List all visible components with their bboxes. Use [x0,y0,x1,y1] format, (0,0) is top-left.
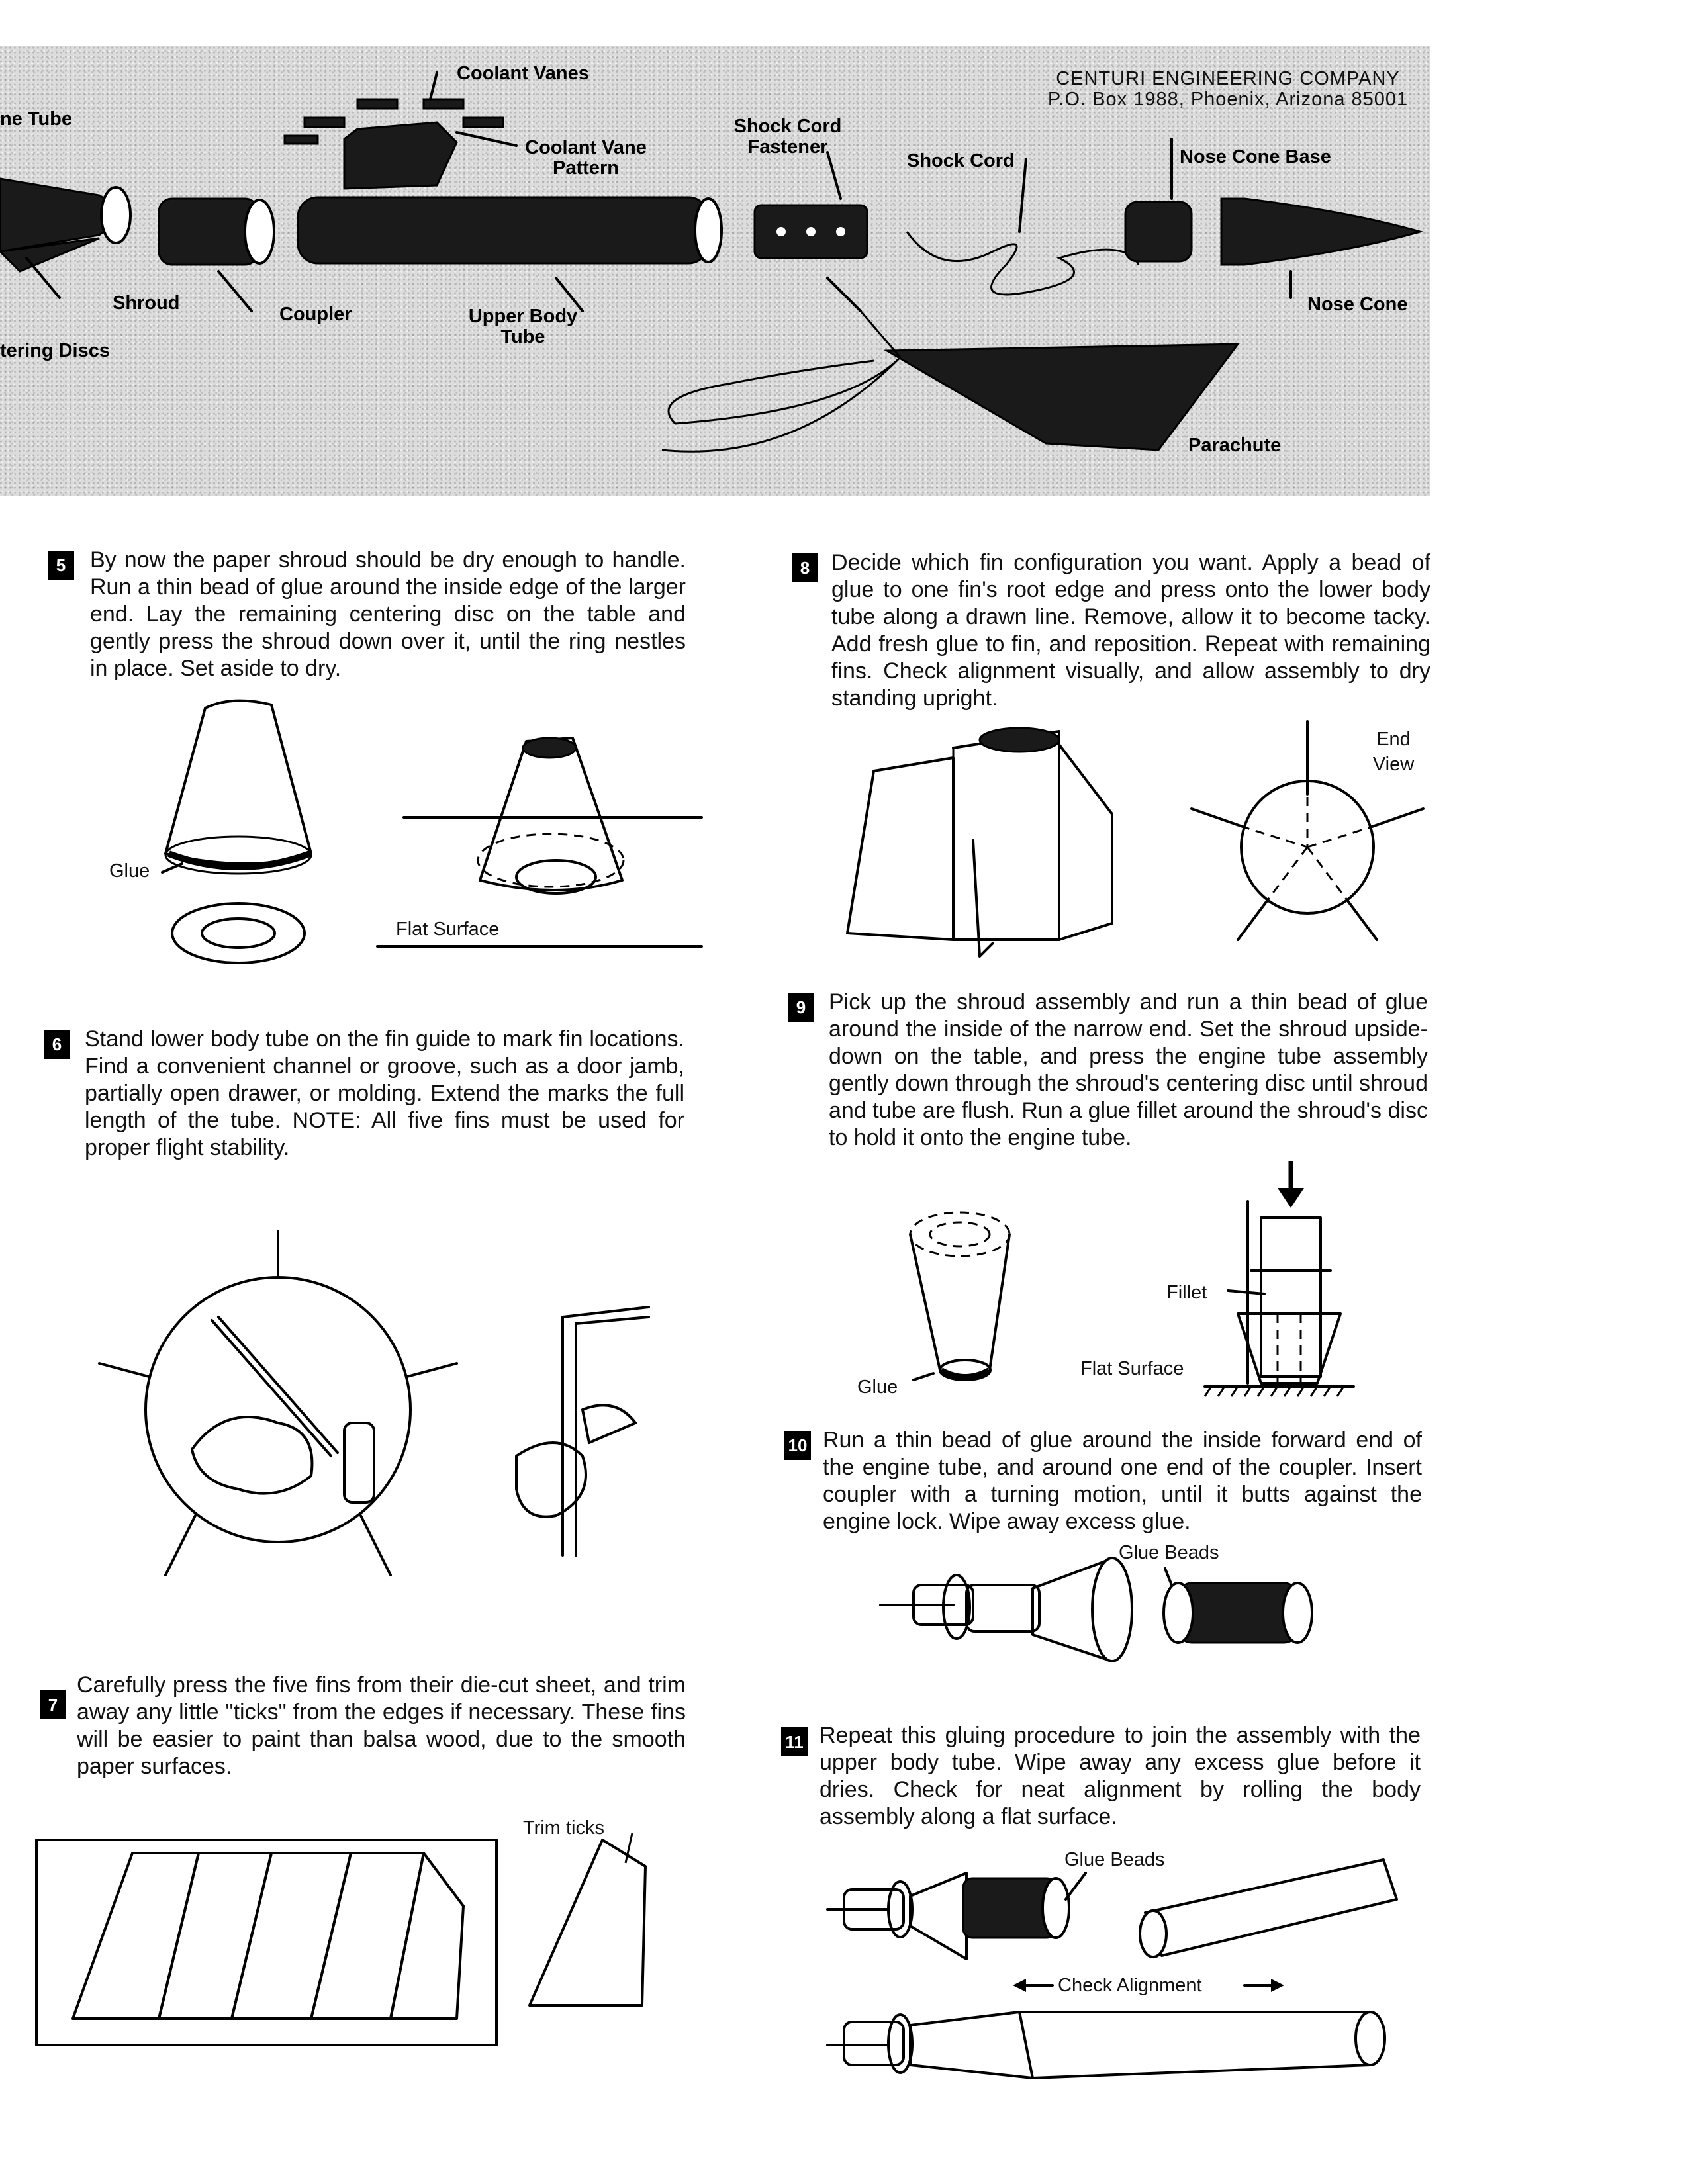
step-number-6: 6 [44,1030,70,1059]
step-11-glue-beads-label: Glue Beads [1064,1849,1165,1870]
step-9-flat-surface-label: Flat Surface [1080,1358,1184,1379]
label-parachute: Parachute [1188,435,1282,456]
label-nose-cone: Nose Cone [1307,294,1408,315]
step-5-text: By now the paper shroud should be dry enough to handle. Run a thin bead of glue around the inside edge of the larger end. Lay the remaining centering disc on the table and gently press the shroud down over it, until the ring nestles in place. Set aside to dry. [90,547,686,681]
step-number-11: 11 [781,1727,808,1756]
step-8-text: Decide which fin configuration you want. Apply a bead of glue to one fin's root edge and press onto the lower body tube along a drawn line. Remove, allow it to become tacky. Add fresh glue to fin, and reposition. Repeat with remaining fins. Check alignment visually, and allow assembly to dry standing upright. [831,550,1430,711]
label-nose-cone-base: Nose Cone Base [1180,146,1331,167]
label-engine-tube: ne Tube [0,109,73,130]
label-centering-discs: tering Discs [0,340,110,361]
step-6-text: Stand lower body tube on the fin guide to mark fin locations. Find a convenient channel or groove, such as a door jamb, partially open drawer, or molding. Extend the marks the full length of the tube. NOTE: All five fins must be used for proper flight stability. [85,1026,684,1160]
label-coupler: Coupler [279,304,352,325]
label-shroud: Shroud [113,293,180,314]
step-7-text: Carefully press the five fins from their die-cut sheet, and trim away any little "ticks" from the edges if necessary. These fins will be easier to paint than balsa wood, due to the smooth paper surfaces. [77,1672,686,1779]
label-coolant-vanes: Coolant Vanes [457,63,589,84]
step-number-5: 5 [48,551,74,580]
label-coolant-vane-pattern: Coolant Vane Pattern [525,137,647,179]
step-9-text: Pick up the shroud assembly and run a thin bead of glue around the inside of the narrow end. Set the shroud upside-down on the table, and press the engine tube assembly gently down through the shroud's centering disc until shroud and tube are flush. Run a glue fillet around the shroud's disc to hold it onto the engine tube. [829,989,1428,1150]
label-upper-body-tube: Upper Body Tube [468,306,578,347]
step-number-10: 10 [784,1431,811,1460]
step-9-fillet-label: Fillet [1166,1282,1207,1303]
step-11-check-alignment-label: Check Alignment [1058,1975,1202,1996]
label-shock-cord-fastener: Shock Cord Fastener [733,116,842,158]
step-8-end-view-label: End View [1372,729,1415,775]
step-number-9: 9 [788,993,814,1022]
step-number-8: 8 [792,553,818,582]
step-10-glue-beads-label: Glue Beads [1119,1542,1219,1563]
step-number-7: 7 [40,1690,66,1719]
label-shock-cord: Shock Cord [907,150,1015,171]
step-9-glue-label: Glue [857,1377,898,1398]
step-5-flat-surface-label: Flat Surface [396,919,500,940]
step-5-glue-label: Glue [109,860,150,882]
step-11-text: Repeat this gluing procedure to join the assembly with the upper body tube. Wipe away any excess glue before it dries. Check for neat alignment by rolling the body assembly along a flat surface. [820,1723,1421,1829]
company-name: CENTURI ENGINEERING COMPANY [1056,68,1400,89]
step-7-trim-ticks-label: Trim ticks [523,1817,604,1839]
company-address: P.O. Box 1988, Phoenix, Arizona 85001 [1047,89,1409,110]
step-10-text: Run a thin bead of glue around the inside forward end of the engine tube, and around one end of the coupler. Insert coupler with a turning motion, until it butts against the engine lock. Wipe away excess glue. [823,1428,1422,1534]
